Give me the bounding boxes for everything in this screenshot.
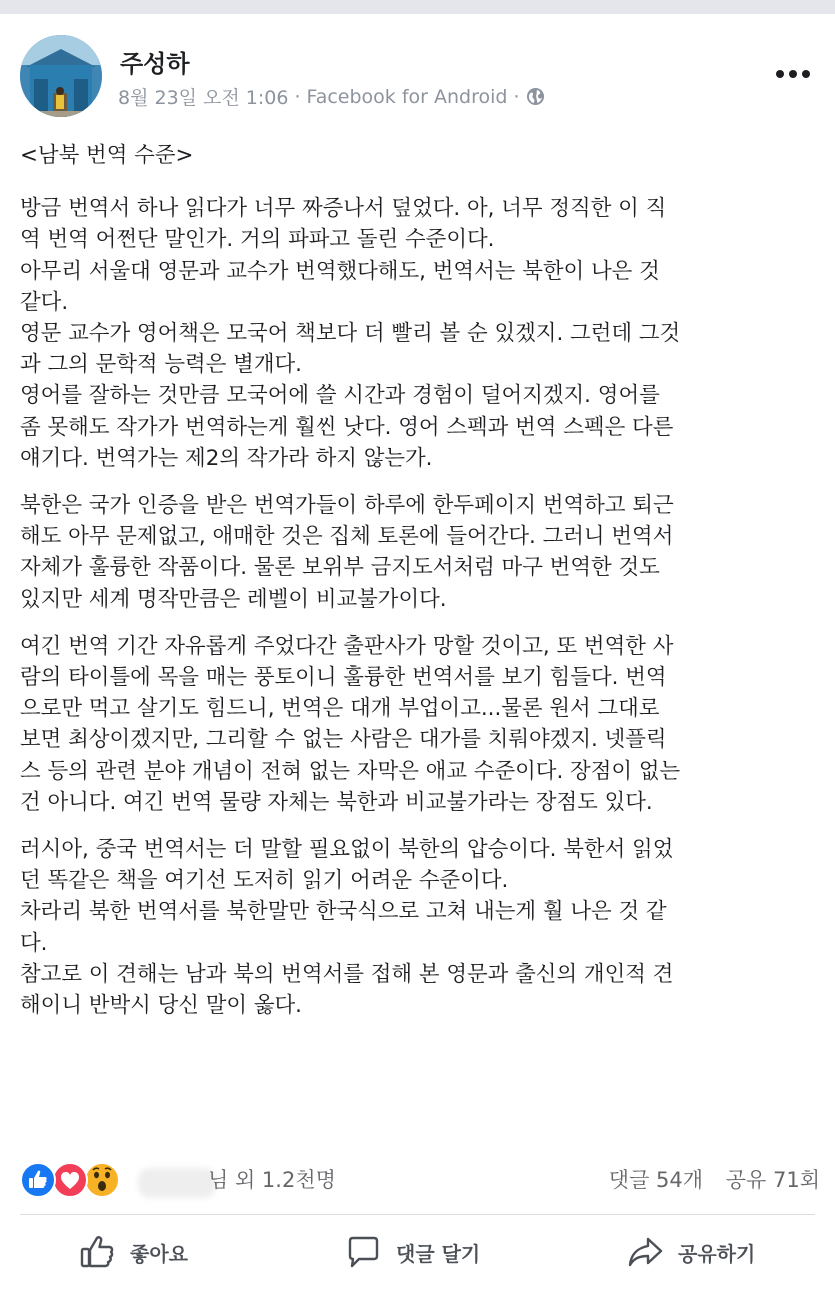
author-name[interactable]: 주성하 [120, 50, 190, 78]
post-title-text: <남북 번역 수준> [20, 143, 194, 168]
share-arrow-icon [626, 1233, 664, 1271]
post-line: 여긴 번역 기간 자유롭게 주었다간 출판사가 망할 것이고, 또 번역한 사 [20, 633, 674, 659]
more-options-icon[interactable] [776, 68, 810, 80]
more-dot [776, 70, 784, 78]
engagement-counts [593, 1162, 820, 1198]
post-line: 좀 못해도 작가가 번역하는게 훨씬 낫다. 영어 스펙과 번역 스펙은 다른 [20, 414, 674, 440]
post-line: 아무리 서울대 영문과 교수가 번역했다해도, 번역서는 북한이 나은 것 [20, 258, 660, 284]
post-line: 영어를 잘하는 것만큼 모국어에 쓸 시간과 경험이 덜어지겠지. 영어를 [20, 383, 660, 409]
wow-reaction-icon [84, 1162, 120, 1198]
globe-icon [526, 87, 545, 106]
post-title [20, 140, 820, 171]
post-line: 건 아니다. 여긴 번역 물량 자체는 북한과 비교불가라는 장점도 있다. [20, 789, 653, 815]
post-line: 보면 최상이겠지만, 그리할 수 없는 사람은 대가를 치뤄야겠지. 넷플릭 [20, 727, 667, 753]
meta-separator: · [513, 85, 520, 108]
post-line: 으로만 먹고 살기도 힘드니, 번역은 대개 부업이고...물론 원서 그대로 [20, 696, 660, 722]
comment-button-label: 댓글 달기 [396, 1241, 481, 1266]
post-line: 과 그의 문학적 능력은 별개다. [20, 352, 302, 378]
love-reaction-icon [52, 1162, 88, 1198]
avatar[interactable] [20, 35, 102, 117]
reaction-icons[interactable] [20, 1162, 120, 1202]
reaction-summary[interactable]: 님 외 1.2천명 [208, 1168, 336, 1192]
comment-count[interactable]: 댓글 54개 [608, 1168, 704, 1192]
blurred-reactor-name [138, 1168, 216, 1198]
post-source: Facebook for Android [306, 85, 508, 108]
more-dot [789, 70, 797, 78]
post-line: 차라리 북한 번역서를 북한말만 한국식으로 고쳐 내는게 훨 나은 것 같 [20, 899, 667, 925]
avatar-photo [20, 35, 102, 117]
like-reaction-icon [20, 1162, 56, 1198]
meta-separator: · [294, 85, 301, 108]
top-strip [0, 0, 835, 14]
post-line: 얘기다. 번역가는 제2의 작가라 하지 않는가. [20, 445, 433, 471]
share-button-label: 공유하기 [678, 1241, 756, 1266]
post-line: 해도 아무 문제없고, 애매한 것은 집체 토론에 들어간다. 그러니 번역서 [20, 524, 674, 550]
post-line: 자체가 훌륭한 작품이다. 물론 보위부 금지도서처럼 마구 번역한 것도 [20, 555, 660, 581]
share-count[interactable]: 공유 71회 [725, 1168, 820, 1192]
post-body [20, 140, 820, 1037]
thumbs-up-icon [78, 1233, 116, 1271]
comment-button[interactable] [344, 1228, 480, 1276]
post-line: 참고로 이 견해는 남과 북의 번역서를 접해 본 영문과 출신의 개인적 견 [20, 961, 674, 987]
post-line: 스 등의 관련 분야 개념이 전혀 없는 자막은 애교 수준이다. 장점이 없는 [20, 758, 681, 784]
post-line: 다. [20, 930, 48, 956]
post-line: 같다. [20, 289, 69, 315]
post-paragraph [20, 834, 820, 1021]
like-button[interactable] [78, 1228, 188, 1276]
like-button-label: 좋아요 [130, 1241, 188, 1266]
actions-divider [20, 1214, 815, 1215]
action-bar [0, 1228, 835, 1288]
post-line: 러시아, 중국 번역서는 더 말할 필요없이 북한의 압승이다. 북한서 읽었 [20, 837, 674, 863]
post-paragraph [20, 193, 820, 474]
more-dot [802, 70, 810, 78]
post-line: 던 똑같은 책을 여기선 도저히 읽기 어려운 수준이다. [20, 868, 509, 894]
post-line: 방금 번역서 하나 읽다가 너무 짜증나서 덮었다. 아, 너무 정직한 이 직 [20, 196, 667, 222]
post-line: 북한은 국가 인증을 받은 번역가들이 하루에 한두페이지 번역하고 퇴근 [20, 493, 674, 519]
post-paragraph [20, 631, 820, 818]
post-line: 역 번역 어쩐단 말인가. 거의 파파고 돌린 수준이다. [20, 227, 495, 253]
post-date[interactable]: 8월 23일 오전 1:06 [118, 87, 289, 109]
share-button[interactable] [626, 1228, 755, 1276]
post-card [0, 14, 835, 1291]
post-paragraph [20, 490, 820, 615]
comment-bubble-icon [344, 1233, 382, 1271]
post-line: 영문 교수가 영어책은 모국어 책보다 더 빨리 볼 순 있겠지. 그런데 그것 [20, 321, 681, 347]
post-line: 해이니 반박시 당신 말이 옳다. [20, 993, 302, 1019]
reactions-row [20, 1162, 820, 1202]
post-meta [118, 83, 545, 110]
post-line: 있지만 세계 명작만큼은 레벨이 비교불가이다. [20, 586, 447, 612]
post-line: 람의 타이틀에 목을 매는 풍토이니 훌륭한 번역서를 보기 힘들다. 번역 [20, 665, 667, 691]
